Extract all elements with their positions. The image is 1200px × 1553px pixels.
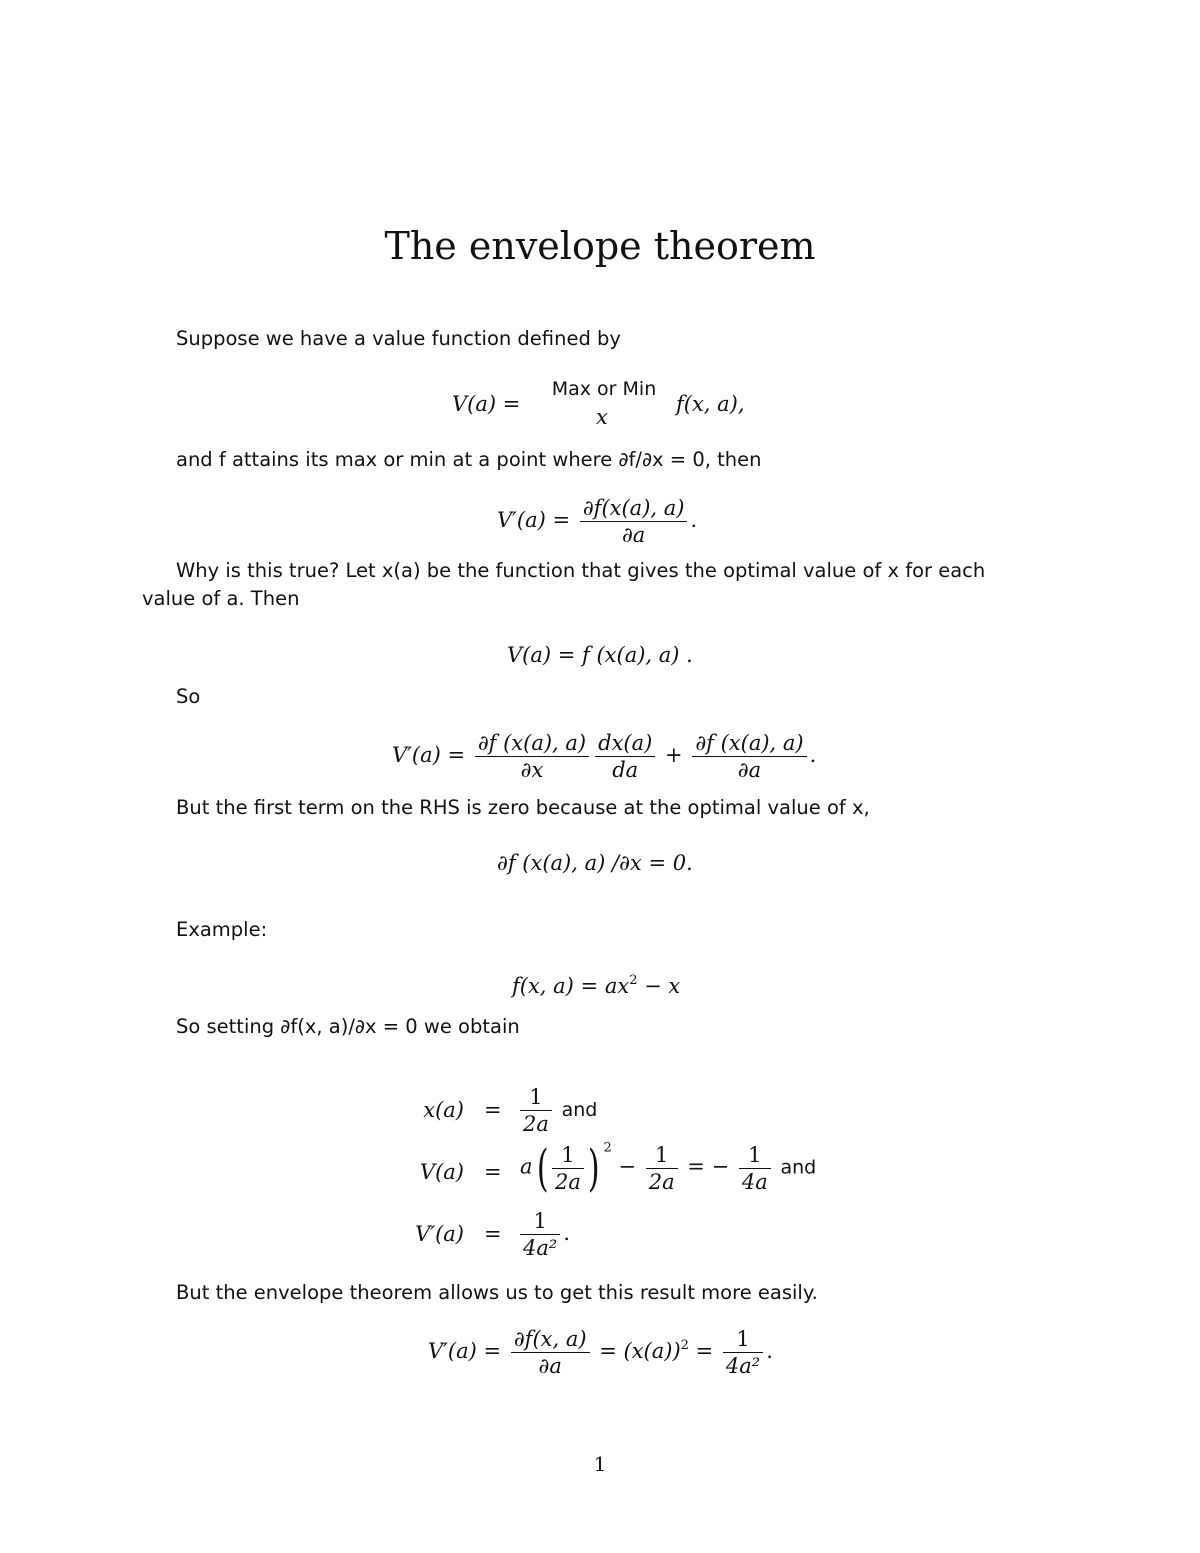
eq4-num3: ∂f (x(a), a): [692, 730, 806, 757]
align-row2-a: a: [520, 1154, 533, 1179]
align-row2-num3: 1: [739, 1142, 771, 1169]
why-paragraph-line1: Why is this true? Let x(a) be the function that gives the optimal value of x for each: [176, 559, 986, 582]
align-row2-fraction-3: [739, 1142, 771, 1195]
why-paragraph-line2: value of a. Then: [142, 587, 300, 610]
eq7-end: .: [766, 1339, 773, 1363]
equation-3: V(a) = f (x(a), a) .: [507, 643, 693, 667]
page-number: 1: [593, 1452, 607, 1476]
so-paragraph: So: [176, 685, 201, 708]
align-row2-num2: 1: [646, 1142, 678, 1169]
eq4-fraction-2: [595, 730, 655, 783]
eq7-fraction-1: [511, 1326, 590, 1379]
eq6-rhs: − x: [637, 974, 681, 998]
eq1-operator-top: Max or Min: [551, 378, 657, 400]
eq7-fraction-2: [723, 1326, 763, 1379]
eq6-lhs: f(x, a) = ax: [512, 974, 630, 998]
condition-paragraph: and f attains its max or min at a point where ∂f/∂x = 0, then: [176, 448, 762, 471]
align-row3-lhs: V′(a): [415, 1222, 464, 1246]
eq2-fraction: [580, 495, 688, 548]
left-paren: (: [536, 1139, 549, 1197]
eq1-operator-bottom: x: [596, 405, 608, 429]
eq2-numerator: ∂f(x(a), a): [580, 495, 688, 522]
eq7-num2: 1: [723, 1326, 763, 1353]
eq4-den3: ∂a: [737, 758, 762, 782]
eq4-den1: ∂x: [520, 758, 544, 782]
example-label: Example:: [176, 918, 268, 941]
eq4-plus: +: [665, 743, 683, 767]
eq7-den2: 4a²: [725, 1354, 761, 1378]
align-row2-num1: 1: [552, 1142, 584, 1169]
eq4-num2: dx(a): [595, 730, 655, 757]
align-row2-tail: and: [780, 1156, 817, 1179]
align-row3-num: 1: [520, 1208, 560, 1235]
eq4-den2: da: [612, 758, 639, 782]
align-row1-lhs: x(a): [423, 1098, 464, 1122]
align-row2-fraction-1: [552, 1142, 584, 1195]
eq7-sup: 2: [680, 1338, 689, 1353]
eq7-lhs: V′(a) =: [428, 1339, 502, 1363]
align-row2-den1: 2a: [555, 1169, 581, 1194]
align-row3-rhs: [517, 1208, 570, 1261]
equation-7: [428, 1326, 773, 1379]
equation-2: [497, 495, 697, 548]
align-row1-num: 1: [520, 1084, 552, 1111]
eq4-end: .: [809, 743, 817, 767]
but-paragraph: But the first term on the RHS is zero because at the optimal value of x,: [176, 796, 870, 819]
eq7-eq: =: [695, 1339, 714, 1363]
align-row3-eq: =: [484, 1222, 502, 1246]
eq4-fraction-3: [692, 730, 806, 783]
align-row1-rhs: [517, 1084, 597, 1137]
eq4-num1: ∂f (x(a), a): [475, 730, 589, 757]
align-row1-den: 2a: [523, 1112, 549, 1136]
page-title: The envelope theorem: [384, 224, 816, 268]
eq2-lhs: V′(a) =: [497, 508, 571, 532]
align-row1-fraction: [520, 1084, 552, 1137]
align-row3-end: .: [563, 1221, 570, 1245]
envelope-paragraph: But the envelope theorem allows us to get this result more easily.: [176, 1281, 818, 1304]
eq1-lhs: V(a) =: [452, 392, 521, 416]
equation-6: [512, 973, 680, 998]
align-row2-eq2: = −: [687, 1154, 730, 1179]
align-row2-rhs: [520, 1138, 816, 1198]
eq7-den1: ∂a: [538, 1354, 562, 1378]
eq4-fraction-1: [475, 730, 589, 783]
eq4-lhs: V′(a) =: [392, 743, 466, 767]
eq1-rhs: f(x, a),: [676, 392, 745, 416]
align-row3-den: 4a²: [523, 1236, 558, 1260]
align-row1-eq: =: [484, 1098, 502, 1122]
eq7-num1: ∂f(x, a): [511, 1326, 590, 1353]
eq2-denominator: ∂a: [621, 523, 646, 547]
eq2-end: .: [690, 508, 698, 532]
align-row2-den3: 4a: [741, 1169, 768, 1194]
intro-paragraph: Suppose we have a value function defined by: [176, 327, 621, 350]
align-row2-lhs: V(a): [419, 1160, 464, 1184]
equation-4: [392, 730, 816, 783]
align-row1-tail: and: [561, 1099, 598, 1121]
setting-paragraph: So setting ∂f(x, a)/∂x = 0 we obtain: [176, 1015, 520, 1038]
eq6-sup: 2: [629, 973, 638, 988]
align-row2-eq: =: [484, 1160, 502, 1184]
align-row3-fraction: [520, 1208, 560, 1261]
align-row2-sup: 2: [603, 1140, 612, 1156]
eq7-mid: = (x(a)): [599, 1339, 681, 1363]
right-paren: ): [587, 1139, 600, 1197]
align-row2-den2: 2a: [648, 1169, 675, 1194]
equation-5: ∂f (x(a), a) /∂x = 0.: [497, 851, 693, 875]
align-row2-minus: −: [618, 1154, 637, 1179]
align-row2-fraction-2: [646, 1142, 678, 1195]
